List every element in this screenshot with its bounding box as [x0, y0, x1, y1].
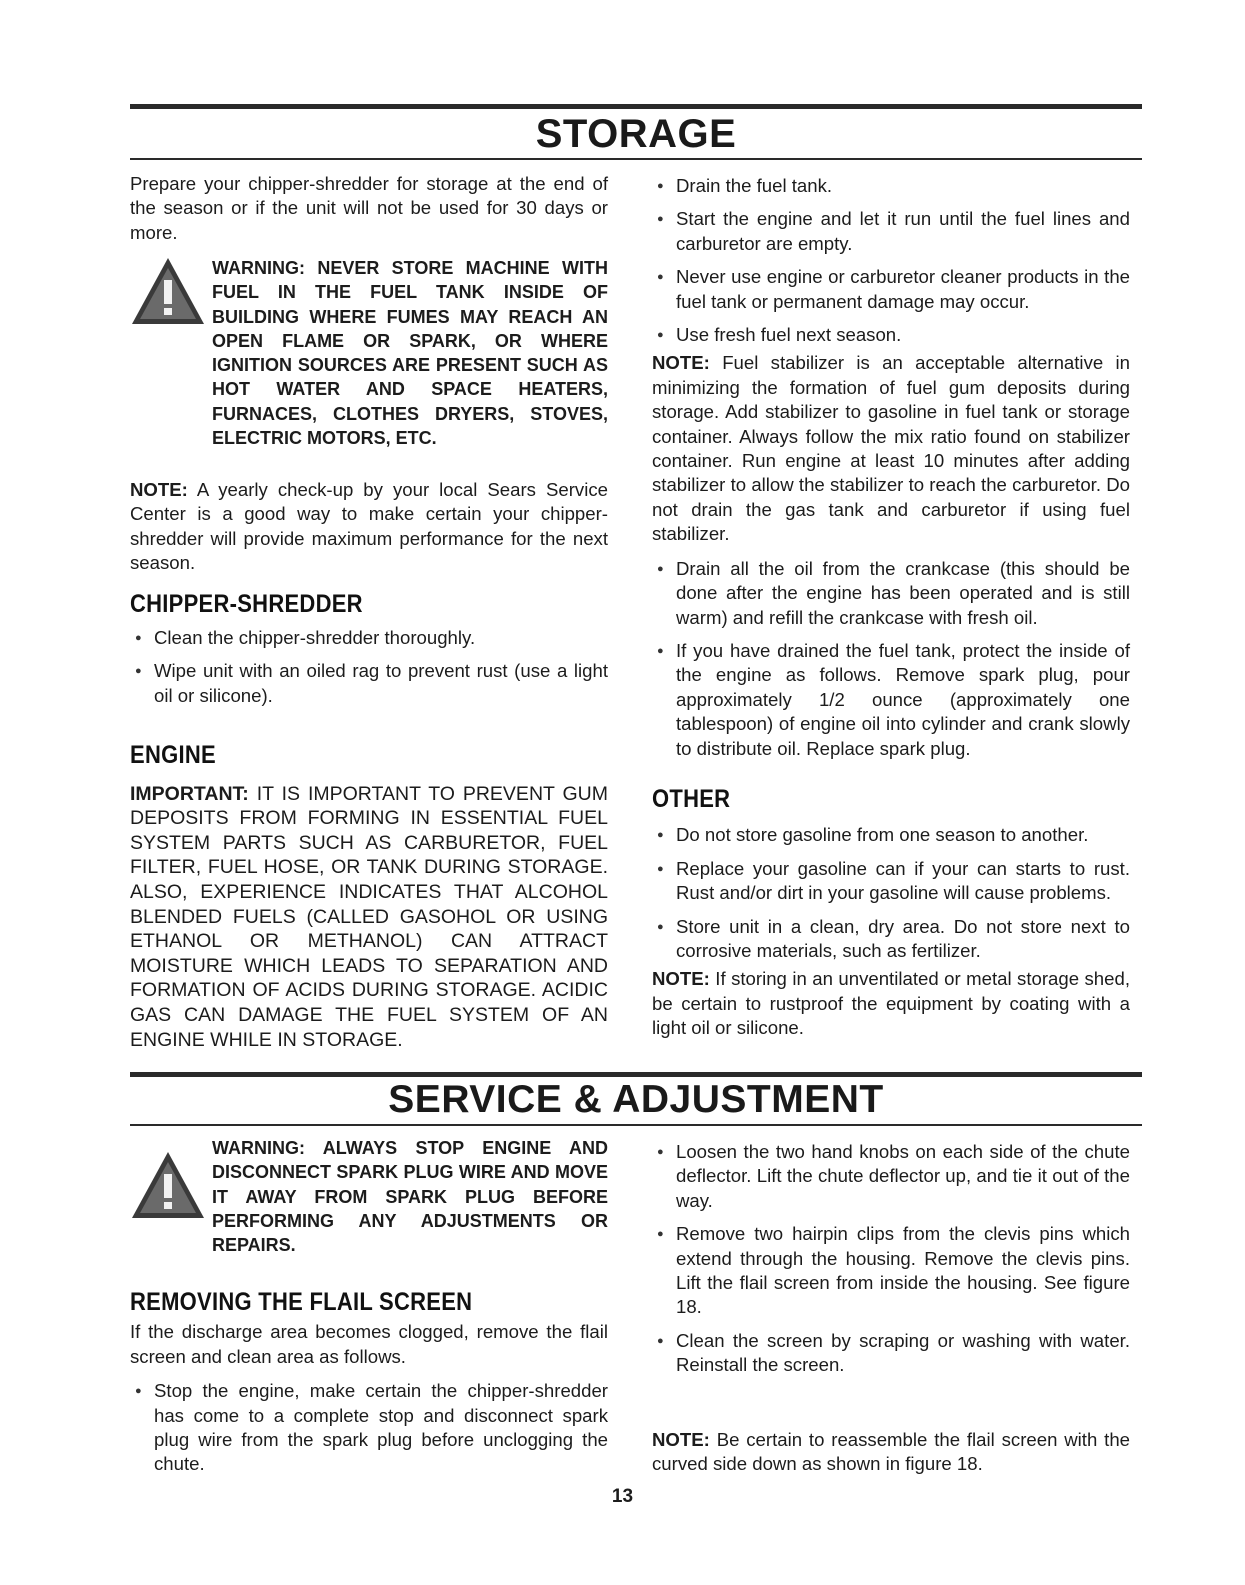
bullet-icon: ● [657, 562, 664, 575]
list-item: ● Replace your gasoline can if your can starts to rust. Rust and/or dirt in your gasoline will cause problems. [657, 857, 1130, 904]
bullet-icon: ● [657, 644, 664, 657]
service-warning [212, 1136, 608, 1257]
list-item: ● Drain the fuel tank. [652, 174, 1130, 198]
list-item: ● Loosen the two hand knobs on each side of the chute deflector. Lift the chute deflector up, and tie it out of the way. [657, 1141, 1130, 1211]
list-item: ● Clean the chipper-shredder thoroughly. [130, 626, 608, 650]
important-text: IT IS IMPORTANT TO PREVENT GUM DEPOSITS FROM FORMING IN ESSENTIAL FUEL SYSTEM PARTS SUCH AS CARBURETOR, FUEL FILTER, FUEL HOSE, OR TANK DURING STORAGE. ALSO, EXPERIENCE INDICATES THAT ALCOHOL BLENDED FUELS (CALLED GASOHOL OR USING ETHANOL OR METHANOL) CAN ATTRACT MOISTURE WHICH LEADS TO SEPARATION AND FORMATION OF ACIDS DURING STORAGE. ACIDIC GAS CAN DAMAGE THE FUEL SYSTEM OF AN ENGINE WHILE IN STORAGE. [130, 782, 608, 1051]
service-rule-top [130, 1072, 1142, 1077]
note-label: NOTE: [130, 479, 188, 500]
bullet-icon: ● [657, 920, 664, 933]
bullet-icon: ● [657, 271, 664, 284]
note-text: Be certain to reassemble the flail screen with the curved side down as shown in figure 18. [652, 1429, 1131, 1475]
list-item: ● Use fresh fuel next season. [652, 323, 1130, 347]
service-rule-bottom [130, 1124, 1142, 1126]
important-paragraph [130, 782, 608, 1053]
important-label: IMPORTANT: [130, 782, 249, 805]
note-text: If storing in an unventilated or metal storage shed, be certain to rustproof the equipment by coating with a light oil or silicone. [652, 968, 1130, 1039]
bullet-icon: ● [135, 665, 142, 678]
bullet-icon: ● [657, 862, 664, 875]
storage-shed-note [652, 967, 1130, 1040]
note-label: NOTE: [652, 352, 710, 374]
storage-warning-text: WARNING: NEVER STORE MACHINE WITH FUEL IN THE FUEL TANK INSIDE OF BUILDING WHERE FUMES MAY REACH AN OPEN FLAME OR SPARK, OR WHERE IGNITION SOURCES ARE PRESENT SUCH AS HOT WATER AND SPACE HEATERS, FURNACES, CLOTHES DRYERS, STOVES, ELECTRIC MOTORS, ETC. [212, 258, 608, 449]
service-right-column [652, 1140, 1130, 1387]
page-number: 13 [611, 1486, 634, 1507]
storage-intro: Prepare your chipper-shredder for storage at the end of the season or if the unit will not be used for 30 days or more. [130, 173, 608, 243]
list-item: ● Store unit in a clean, dry area. Do not store next to corrosive materials, such as fertilizer. [657, 915, 1130, 962]
bullet-icon: ● [657, 1334, 664, 1347]
list-item: ● Stop the engine, make certain the chipper-shredder has come to a complete stop and disconnect spark plug wire from the spark plug before unclogging the chute. [135, 1380, 608, 1475]
note-text: Fuel stabilizer is an acceptable alternative in minimizing the formation of fuel gum deposits during storage. Add stabilizer to gasoline in fuel tank or storage container. Always follow the mix ratio found on stabilizer container. Run engine at least 10 minutes after adding stabilizer to allow the stabilizer to reach the carburetor. Do not drain the gas tank and carburetor if using fuel stabilizer. [652, 352, 1131, 545]
service-warning-text: WARNING: ALWAYS STOP ENGINE AND DISCONNECT SPARK PLUG WIRE AND MOVE IT AWAY FROM SPARK PLUG BEFORE PERFORMING ANY ADJUSTMENTS OR REPAIRS. [212, 1138, 608, 1256]
warning-triangle-icon [130, 256, 206, 326]
list-item: ● Remove two hairpin clips from the clevis pins which extend through the housing. Remove the clevis pins. Lift the flail screen from inside the housing. See figure 18. [657, 1223, 1130, 1318]
heading-removing-flail-screen: REMOVING THE FLAIL SCREEN [130, 1288, 473, 1316]
storage-left-column-2 [130, 478, 608, 1052]
bullet-icon: ● [657, 829, 664, 842]
heading-engine: ENGINE [130, 741, 216, 770]
section-title-storage: STORAGE [535, 112, 737, 156]
bullet-icon: ● [657, 180, 664, 192]
list-item: ● Start the engine and let it run until the fuel lines and carburetor are empty. [657, 208, 1130, 254]
bullet-icon: ● [657, 329, 664, 342]
bullet-icon: ● [135, 632, 142, 645]
section-title-service: SERVICE & ADJUSTMENT [388, 1078, 884, 1121]
list-item: ● Never use engine or carburetor cleaner products in the fuel tank or permanent damage may occur. [657, 266, 1130, 312]
list-item: ● Clean the screen by scraping or washing with water. Reinstall the screen. [657, 1329, 1130, 1376]
list-item: ● Wipe unit with an oiled rag to prevent rust (use a light oil or silicone). [135, 660, 608, 706]
heading-chipper-shredder: CHIPPER-SHREDDER [130, 589, 363, 618]
storage-warning [212, 256, 608, 450]
bullet-icon: ● [657, 1146, 664, 1158]
note-label: NOTE: [652, 1429, 710, 1450]
fuel-stabilizer-note [652, 351, 1130, 546]
storage-left-column [130, 172, 608, 245]
bullet-icon: ● [657, 213, 664, 226]
bullet-icon: ● [657, 1228, 664, 1241]
note-text: A yearly check-up by your local Sears Service Center is a good way to make certain your chipper-shredder will provide maximum performance for the next season. [130, 479, 608, 574]
heading-other: OTHER [652, 785, 731, 813]
note-label: NOTE: [652, 968, 710, 990]
flail-intro: If the discharge area becomes clogged, remove the flail screen and clean area as follows. [130, 1321, 608, 1367]
header-rule-bottom [130, 158, 1142, 160]
service-note [652, 1428, 1130, 1477]
list-item: ● Do not store gasoline from one season to another. [652, 823, 1130, 847]
service-note-block [652, 1428, 1130, 1477]
storage-other-column [652, 787, 1130, 1041]
warning-triangle-icon [130, 1150, 206, 1220]
header-rule-top [130, 104, 1142, 109]
service-left-column [130, 1290, 608, 1486]
storage-right-column [652, 174, 1130, 770]
storage-note [130, 478, 608, 576]
list-item: ● Drain all the oil from the crankcase (this should be done after the engine has been operated and is still warm) and refill the crankcase with fresh oil. [657, 557, 1130, 628]
list-item: ● If you have drained the fuel tank, protect the inside of the engine as follows. Remove spark plug, pour approximately 1/2 ounce (approximately one tablespoon) of engine oil into cylinder and crank slowly to distribute oil. Replace spark plug. [657, 639, 1130, 759]
bullet-icon: ● [135, 1385, 142, 1398]
